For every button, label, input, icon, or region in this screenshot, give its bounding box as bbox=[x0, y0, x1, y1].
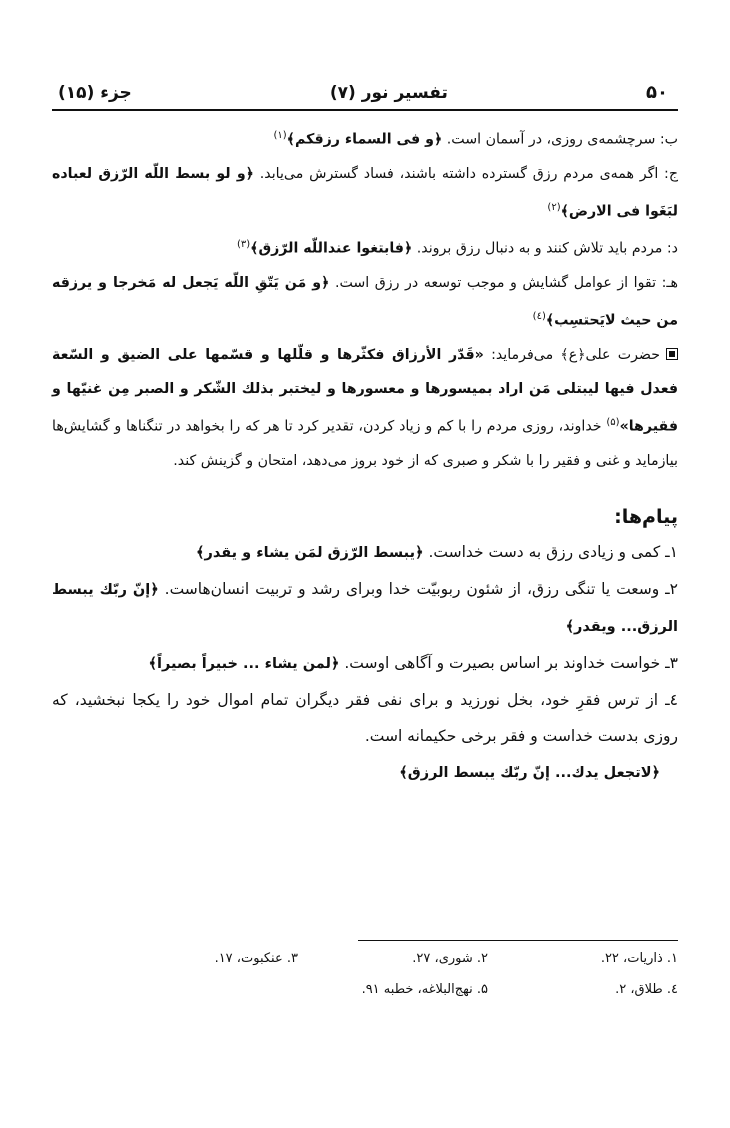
message-text: ۲ـ وسعت یا تنگی رزق، از شئون ربوبیّت خدا وبرای رشد و تربیت انسان‌هاست. bbox=[164, 579, 678, 598]
footnote-divider bbox=[358, 940, 678, 941]
footnote-ref: (۵) bbox=[606, 416, 620, 428]
hadith-translation: خداوند، روزی مردم را با کم و زیاد کردن، تقدیر کرد تا هر که را بخواهد در تنگناها و گشایش‌ها بیازماید و غنی و فقیر را با شکر و صبری که از خود بروز می‌دهد، امتحان و گزینش کند. bbox=[52, 418, 678, 469]
footnote-ref: (۳) bbox=[236, 239, 251, 251]
verse-quote: ﴿فابتغوا عنداللّه الرّزق﴾ bbox=[250, 241, 413, 258]
footnote-ref: (۱) bbox=[273, 130, 287, 141]
verse-quote: ﴿و مَن یَتّقِ اللّه یَجعل له مَخرجا و یرزقه من حیث لایَحتسِب﴾ bbox=[52, 275, 678, 329]
hadith-paragraph bbox=[52, 338, 678, 478]
paragraph-text: ب: سرچشمه‌ی روزی، در آسمان است. bbox=[446, 131, 678, 148]
paragraph-text: د: مردم باید تلاش کنند و به دنبال رزق بروند. bbox=[416, 241, 678, 258]
verse-quote: ﴿و فی السماء رزقکم﴾ bbox=[286, 131, 443, 148]
page-body bbox=[52, 82, 678, 791]
footnote-ref: (٤) bbox=[532, 311, 546, 323]
footnote-2: ۲. شوری، ۲۷. bbox=[412, 951, 488, 966]
part-number: جزء (۱۵) bbox=[58, 83, 132, 103]
messages-heading: پیام‌ها: bbox=[614, 505, 678, 528]
page-header bbox=[52, 82, 678, 111]
message-text: ۳ـ خواست خداوند بر اساس بصیرت و آگاهی اوست. bbox=[344, 653, 678, 672]
footnote-1: ۱. ذاریات، ۲۲. bbox=[600, 951, 678, 966]
message-item bbox=[52, 682, 678, 754]
message-quote-line bbox=[52, 754, 678, 791]
verse-quote: ﴿یبسط الرّزق لمَن یشاء و یقدر﴾ bbox=[196, 544, 424, 561]
hadith-intro: حضرت علی﴿ع﴾ می‌فرماید: bbox=[491, 346, 660, 363]
footnote-row bbox=[52, 945, 678, 972]
verse-quote: ﴿لمن یشاء ... خبیراً بصیراً﴾ bbox=[148, 655, 340, 672]
footnote-row bbox=[52, 976, 678, 1003]
footnote-3: ۳. عنکبوت، ۱۷. bbox=[214, 951, 298, 966]
footnote-5: ۵. نهج‌البلاغه، خطبه ۹۱. bbox=[361, 982, 488, 997]
verse-quote: ﴿و لو بسط اللّه الرّزق لعباده لبَغَوا فی الارض﴾ bbox=[52, 165, 678, 220]
page-number: ۵۰ bbox=[646, 82, 668, 103]
paragraph-d bbox=[52, 228, 678, 266]
paragraph-j bbox=[52, 157, 678, 229]
footnote-4: ٤. طلاق، ۲. bbox=[615, 982, 678, 997]
book-title: تفسیر نور (۷) bbox=[329, 83, 448, 103]
footnote-ref: (۲) bbox=[547, 201, 561, 213]
paragraph-text: هـ: تقوا از عوامل گشایش و موجب توسعه در رزق است. bbox=[334, 275, 678, 292]
message-item bbox=[52, 645, 678, 682]
message-text: ٤ـ از ترس فقرِ خود، بخل نورزید و برای نفی فقر دیگران تمام اموال خود را یکجا نبخشید، که روزی بدست خداست و فقر برخی حکیمانه است. bbox=[52, 690, 678, 745]
verse-quote: ﴿لاتجعل یدك... إنّ ربّك یبسط الرزق﴾ bbox=[399, 764, 660, 781]
square-bullet-icon bbox=[666, 348, 678, 360]
paragraph-text: ج: اگر همه‌ی مردم رزق گسترده داشته باشند، فساد گسترش می‌یابد. bbox=[259, 165, 678, 182]
message-item bbox=[52, 534, 678, 571]
paragraph-b bbox=[52, 119, 678, 157]
footnotes bbox=[52, 940, 678, 1003]
verse-quote: ﴿إنّ ربّك یبسط الرزق... ویقدر﴾ bbox=[52, 581, 678, 635]
message-item bbox=[52, 571, 678, 645]
message-text: ۱ـ کمی و زیادی رزق به دست خداست. bbox=[428, 542, 678, 561]
paragraph-h bbox=[52, 266, 678, 338]
hadith-quote: «قَدّر الأرزاق فکثّرها و قلّلها و قسّمها علی الضیق و السّعة فعدل فیها لیبتلی مَن اراد بمیسورها و معسورها و لیختبر بذلك الشّکر و الصبر مِن غنیّها و فقیرها» bbox=[52, 346, 679, 435]
